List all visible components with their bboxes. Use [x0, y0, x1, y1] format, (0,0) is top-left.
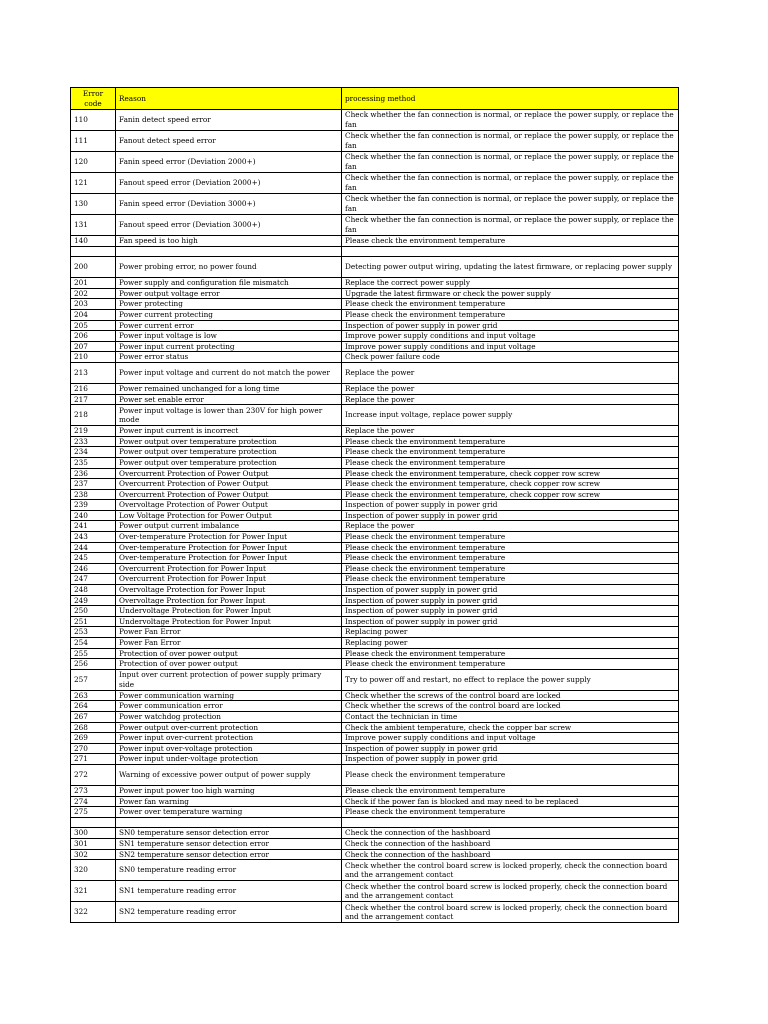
error-code-cell: 251	[71, 616, 116, 627]
error-code-cell: 320	[71, 860, 116, 881]
error-code-cell: 263	[71, 690, 116, 701]
reason-cell: Power input voltage is lower than 230V for high power mode	[116, 405, 342, 426]
error-code-cell: 249	[71, 595, 116, 606]
reason-cell: Power set enable error	[116, 394, 342, 405]
error-code-cell: 272	[71, 764, 116, 785]
reason-cell: Power output current imbalance	[116, 521, 342, 532]
error-code-cell: 201	[71, 278, 116, 289]
table-row	[71, 785, 679, 796]
reason-cell: Power input under-voltage protection	[116, 754, 342, 765]
processing-method-cell: Replacing power	[342, 627, 679, 638]
processing-method-cell: Check whether the fan connection is normal, or replace the power supply, or replace the fan	[342, 194, 679, 215]
reason-cell: Protection of over power output	[116, 648, 342, 659]
error-code-cell: 130	[71, 194, 116, 215]
processing-method-cell: Inspection of power supply in power grid	[342, 606, 679, 617]
error-code-cell: 275	[71, 807, 116, 818]
reason-cell: Power supply and configuration file mismatch	[116, 278, 342, 289]
table-row	[71, 574, 679, 585]
error-code-cell: 245	[71, 553, 116, 564]
error-code-cell: 131	[71, 215, 116, 236]
error-code-cell: 204	[71, 309, 116, 320]
error-code-cell: 321	[71, 881, 116, 902]
processing-method-cell: Please check the environment temperature	[342, 659, 679, 670]
error-code-cell: 269	[71, 733, 116, 744]
processing-method-cell: Please check the environment temperature	[342, 563, 679, 574]
error-code-cell: 264	[71, 701, 116, 712]
error-code-cell: 210	[71, 352, 116, 363]
reason-cell: Fanin speed error (Deviation 3000+)	[116, 194, 342, 215]
error-code-cell: 250	[71, 606, 116, 617]
reason-cell: Low Voltage Protection for Power Output	[116, 510, 342, 521]
reason-cell: Overcurrent Protection of Power Output	[116, 489, 342, 500]
reason-cell: Protection of over power output	[116, 659, 342, 670]
table-row	[71, 447, 679, 458]
reason-cell: Power probing error, no power found	[116, 257, 342, 278]
table-row	[71, 299, 679, 310]
table-row	[71, 743, 679, 754]
error-code-cell: 203	[71, 299, 116, 310]
reason-cell: SN0 temperature reading error	[116, 860, 342, 881]
reason-cell: Power input current protecting	[116, 341, 342, 352]
table-row	[71, 362, 679, 383]
reason-cell: Power input voltage and current do not match the power	[116, 362, 342, 383]
error-code-cell: 322	[71, 902, 116, 923]
table-row	[71, 194, 679, 215]
table-row	[71, 309, 679, 320]
table-row	[71, 532, 679, 543]
processing-method-cell: Please check the environment temperature	[342, 542, 679, 553]
error-code-cell: 271	[71, 754, 116, 765]
error-code-cell: 205	[71, 320, 116, 331]
table-row	[71, 722, 679, 733]
error-code-cell: 273	[71, 785, 116, 796]
error-code-cell: 120	[71, 152, 116, 173]
reason-cell: Power input over-current protection	[116, 733, 342, 744]
processing-method-cell: Try to power off and restart, no effect to replace the power supply	[342, 669, 679, 690]
processing-method-cell: Please check the environment temperature	[342, 807, 679, 818]
reason-cell: Overcurrent Protection of Power Output	[116, 479, 342, 490]
blank-cell	[71, 246, 116, 257]
processing-method-cell: Please check the environment temperature	[342, 436, 679, 447]
table-row	[71, 489, 679, 500]
table-row	[71, 457, 679, 468]
error-code-cell: 207	[71, 341, 116, 352]
reason-cell: Power output over temperature protection	[116, 447, 342, 458]
reason-cell: Fanin detect speed error	[116, 110, 342, 131]
table-row	[71, 796, 679, 807]
processing-method-cell: Check if the power fan is blocked and may need to be replaced	[342, 796, 679, 807]
error-code-cell: 200	[71, 257, 116, 278]
blank-row	[71, 246, 679, 257]
reason-cell: Undervoltage Protection for Power Input	[116, 616, 342, 627]
header-error-code: Error code	[71, 88, 116, 110]
error-code-cell: 255	[71, 648, 116, 659]
processing-method-cell: Check whether the control board screw is locked properly, check the connection board and the arrangement contact	[342, 860, 679, 881]
error-code-cell: 254	[71, 638, 116, 649]
table-row	[71, 849, 679, 860]
error-code-cell: 219	[71, 426, 116, 437]
table-row	[71, 278, 679, 289]
error-code-table	[70, 87, 679, 923]
error-code-cell: 110	[71, 110, 116, 131]
reason-cell: SN2 temperature reading error	[116, 902, 342, 923]
error-code-cell: 239	[71, 500, 116, 511]
reason-cell: Power output over temperature protection	[116, 457, 342, 468]
table-row	[71, 479, 679, 490]
reason-cell: Power input power too high warning	[116, 785, 342, 796]
processing-method-cell: Please check the environment temperature	[342, 236, 679, 247]
processing-method-cell: Please check the environment temperature	[342, 553, 679, 564]
reason-cell: Fanout speed error (Deviation 2000+)	[116, 173, 342, 194]
processing-method-cell: Check whether the fan connection is normal, or replace the power supply, or replace the fan	[342, 152, 679, 173]
error-code-cell: 217	[71, 394, 116, 405]
table-row	[71, 648, 679, 659]
processing-method-cell: Improve power supply conditions and input voltage	[342, 341, 679, 352]
table-row	[71, 352, 679, 363]
header-row	[71, 88, 679, 110]
table-row	[71, 500, 679, 511]
reason-cell: SN2 temperature sensor detection error	[116, 849, 342, 860]
table-row	[71, 436, 679, 447]
error-code-cell: 233	[71, 436, 116, 447]
table-row	[71, 764, 679, 785]
error-code-cell: 270	[71, 743, 116, 754]
processing-method-cell: Check whether the fan connection is normal, or replace the power supply, or replace the fan	[342, 173, 679, 194]
blank-cell	[116, 817, 342, 828]
table-row	[71, 257, 679, 278]
reason-cell: Input over current protection of power supply primary side	[116, 669, 342, 690]
processing-method-cell: Replace the power	[342, 426, 679, 437]
error-code-cell: 268	[71, 722, 116, 733]
reason-cell: Power Fan Error	[116, 627, 342, 638]
reason-cell: Power protecting	[116, 299, 342, 310]
processing-method-cell: Please check the environment temperature	[342, 785, 679, 796]
processing-method-cell: Check the connection of the hashboard	[342, 828, 679, 839]
reason-cell: Power communication error	[116, 701, 342, 712]
table-row	[71, 521, 679, 532]
table-row	[71, 669, 679, 690]
error-code-cell: 244	[71, 542, 116, 553]
error-code-cell: 240	[71, 510, 116, 521]
processing-method-cell: Check whether the screws of the control board are locked	[342, 690, 679, 701]
reason-cell: Fanout detect speed error	[116, 131, 342, 152]
table-row	[71, 341, 679, 352]
processing-method-cell: Check power failure code	[342, 352, 679, 363]
error-code-cell: 300	[71, 828, 116, 839]
table-row	[71, 902, 679, 923]
reason-cell: Overcurrent Protection for Power Input	[116, 574, 342, 585]
processing-method-cell: Inspection of power supply in power grid	[342, 743, 679, 754]
error-code-cell: 218	[71, 405, 116, 426]
processing-method-cell: Inspection of power supply in power grid	[342, 616, 679, 627]
reason-cell: Power current error	[116, 320, 342, 331]
error-code-cell: 301	[71, 838, 116, 849]
error-code-cell: 235	[71, 457, 116, 468]
table-row	[71, 638, 679, 649]
reason-cell: Power output over temperature protection	[116, 436, 342, 447]
reason-cell: Fanout speed error (Deviation 3000+)	[116, 215, 342, 236]
error-code-cell: 253	[71, 627, 116, 638]
processing-method-cell: Inspection of power supply in power grid	[342, 595, 679, 606]
processing-method-cell: Replace the power	[342, 362, 679, 383]
error-code-cell: 246	[71, 563, 116, 574]
processing-method-cell: Please check the environment temperature	[342, 574, 679, 585]
table-row	[71, 733, 679, 744]
table-row	[71, 828, 679, 839]
processing-method-cell: Inspection of power supply in power grid	[342, 320, 679, 331]
reason-cell: Undervoltage Protection for Power Input	[116, 606, 342, 617]
processing-method-cell: Replace the power	[342, 394, 679, 405]
table-row	[71, 173, 679, 194]
error-code-cell: 257	[71, 669, 116, 690]
error-code-cell: 238	[71, 489, 116, 500]
error-code-cell: 206	[71, 331, 116, 342]
reason-cell: Fan speed is too high	[116, 236, 342, 247]
reason-cell: Overcurrent Protection for Power Input	[116, 563, 342, 574]
reason-cell: Overvoltage Protection for Power Input	[116, 585, 342, 596]
processing-method-cell: Check the ambient temperature, check the copper bar screw	[342, 722, 679, 733]
reason-cell: Power input over-voltage protection	[116, 743, 342, 754]
reason-cell: Fanin speed error (Deviation 2000+)	[116, 152, 342, 173]
processing-method-cell: Check whether the screws of the control board are locked	[342, 701, 679, 712]
reason-cell: Power fan warning	[116, 796, 342, 807]
processing-method-cell: Please check the environment temperature	[342, 648, 679, 659]
table-row	[71, 616, 679, 627]
reason-cell: Over-temperature Protection for Power Input	[116, 532, 342, 543]
table-row	[71, 383, 679, 394]
processing-method-cell: Improve power supply conditions and input voltage	[342, 733, 679, 744]
processing-method-cell: Check whether the fan connection is normal, or replace the power supply, or replace the fan	[342, 215, 679, 236]
table-row	[71, 288, 679, 299]
reason-cell: SN0 temperature sensor detection error	[116, 828, 342, 839]
table-row	[71, 215, 679, 236]
table-row	[71, 860, 679, 881]
processing-method-cell: Please check the environment temperature	[342, 447, 679, 458]
error-code-cell: 241	[71, 521, 116, 532]
processing-method-cell: Check whether the control board screw is locked properly, check the connection board and the arrangement contact	[342, 902, 679, 923]
reason-cell: Power output over-current protection	[116, 722, 342, 733]
table-row	[71, 110, 679, 131]
processing-method-cell: Please check the environment temperature	[342, 764, 679, 785]
table-row	[71, 236, 679, 247]
blank-row	[71, 817, 679, 828]
processing-method-cell: Replace the power	[342, 383, 679, 394]
table-row	[71, 152, 679, 173]
processing-method-cell: Inspection of power supply in power grid	[342, 500, 679, 511]
table-row	[71, 595, 679, 606]
error-code-cell: 267	[71, 711, 116, 722]
error-code-cell: 213	[71, 362, 116, 383]
table-row	[71, 510, 679, 521]
table-row	[71, 701, 679, 712]
reason-cell: Power watchdog protection	[116, 711, 342, 722]
table-row	[71, 711, 679, 722]
blank-cell	[71, 817, 116, 828]
error-code-cell: 237	[71, 479, 116, 490]
reason-cell: Power over temperature warning	[116, 807, 342, 818]
processing-method-cell: Increase input voltage, replace power supply	[342, 405, 679, 426]
header-processing-method: processing method	[342, 88, 679, 110]
table-row	[71, 405, 679, 426]
header-reason: Reason	[116, 88, 342, 110]
processing-method-cell: Please check the environment temperature, check copper row screw	[342, 489, 679, 500]
reason-cell: Power input current is incorrect	[116, 426, 342, 437]
error-code-cell: 234	[71, 447, 116, 458]
table-row	[71, 754, 679, 765]
blank-cell	[342, 817, 679, 828]
table-row	[71, 807, 679, 818]
reason-cell: Warning of excessive power output of power supply	[116, 764, 342, 785]
reason-cell: Power input voltage is low	[116, 331, 342, 342]
error-code-cell: 216	[71, 383, 116, 394]
table-row	[71, 627, 679, 638]
table-row	[71, 585, 679, 596]
reason-cell: SN1 temperature reading error	[116, 881, 342, 902]
reason-cell: Overvoltage Protection for Power Input	[116, 595, 342, 606]
processing-method-cell: Please check the environment temperature	[342, 299, 679, 310]
processing-method-cell: Check whether the control board screw is locked properly, check the connection board and the arrangement contact	[342, 881, 679, 902]
table-row	[71, 659, 679, 670]
error-code-cell: 121	[71, 173, 116, 194]
processing-method-cell: Check the connection of the hashboard	[342, 838, 679, 849]
processing-method-cell: Replace the power	[342, 521, 679, 532]
processing-method-cell: Detecting power output wiring, updating the latest firmware, or replacing power supply	[342, 257, 679, 278]
table-row	[71, 542, 679, 553]
reason-cell: Power remained unchanged for a long time	[116, 383, 342, 394]
table-row	[71, 881, 679, 902]
reason-cell: Power current protecting	[116, 309, 342, 320]
reason-cell: Power Fan Error	[116, 638, 342, 649]
error-code-cell: 274	[71, 796, 116, 807]
table-row	[71, 331, 679, 342]
table-row	[71, 468, 679, 479]
error-code-cell: 243	[71, 532, 116, 543]
table-row	[71, 131, 679, 152]
processing-method-cell: Improve power supply conditions and input voltage	[342, 331, 679, 342]
error-code-cell: 248	[71, 585, 116, 596]
processing-method-cell: Replace the correct power supply	[342, 278, 679, 289]
reason-cell: Power communication warning	[116, 690, 342, 701]
table-row	[71, 606, 679, 617]
error-code-cell: 202	[71, 288, 116, 299]
processing-method-cell: Check the connection of the hashboard	[342, 849, 679, 860]
table-row	[71, 838, 679, 849]
error-code-cell: 111	[71, 131, 116, 152]
error-code-cell: 140	[71, 236, 116, 247]
reason-cell: Overvoltage Protection of Power Output	[116, 500, 342, 511]
blank-cell	[342, 246, 679, 257]
table-row	[71, 563, 679, 574]
reason-cell: Power error status	[116, 352, 342, 363]
table-row	[71, 320, 679, 331]
reason-cell: Over-temperature Protection for Power Input	[116, 542, 342, 553]
processing-method-cell: Please check the environment temperature, check copper row screw	[342, 479, 679, 490]
processing-method-cell: Please check the environment temperature	[342, 457, 679, 468]
blank-cell	[116, 246, 342, 257]
error-code-cell: 302	[71, 849, 116, 860]
reason-cell: SN1 temperature sensor detection error	[116, 838, 342, 849]
error-code-cell: 256	[71, 659, 116, 670]
processing-method-cell: Replacing power	[342, 638, 679, 649]
reason-cell: Over-temperature Protection for Power Input	[116, 553, 342, 564]
table-row	[71, 426, 679, 437]
reason-cell: Power output voltage error	[116, 288, 342, 299]
processing-method-cell: Upgrade the latest firmware or check the power supply	[342, 288, 679, 299]
error-code-cell: 247	[71, 574, 116, 585]
error-code-cell: 236	[71, 468, 116, 479]
reason-cell: Overcurrent Protection of Power Output	[116, 468, 342, 479]
processing-method-cell: Inspection of power supply in power grid	[342, 585, 679, 596]
processing-method-cell: Inspection of power supply in power grid	[342, 510, 679, 521]
processing-method-cell: Please check the environment temperature, check copper row screw	[342, 468, 679, 479]
processing-method-cell: Check whether the fan connection is normal, or replace the power supply, or replace the fan	[342, 110, 679, 131]
processing-method-cell: Contact the technician in time	[342, 711, 679, 722]
processing-method-cell: Check whether the fan connection is normal, or replace the power supply, or replace the fan	[342, 131, 679, 152]
processing-method-cell: Please check the environment temperature	[342, 532, 679, 543]
table-row	[71, 690, 679, 701]
table-row	[71, 394, 679, 405]
table-row	[71, 553, 679, 564]
processing-method-cell: Inspection of power supply in power grid	[342, 754, 679, 765]
processing-method-cell: Please check the environment temperature	[342, 309, 679, 320]
